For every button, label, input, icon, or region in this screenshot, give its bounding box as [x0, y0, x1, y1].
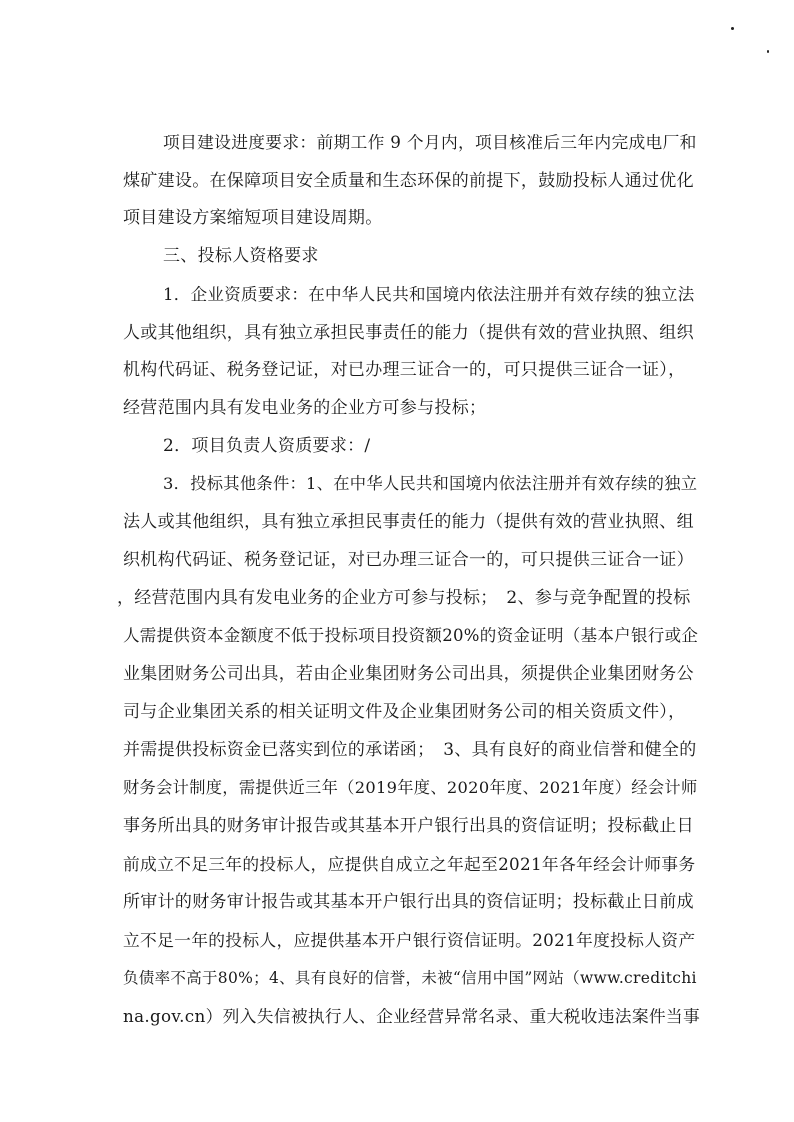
text-line: 事务所出具的财务审计报告或其基本开户银行出具的资信证明；投标截止日 [123, 816, 694, 836]
text-line: ，经营范围内具有发电业务的企业方可参与投标； 2、参与竞争配置的投标 [117, 588, 691, 608]
text-line: 机构代码证、税务登记证，对已办理三证合一的，可只提供三证合一证）， [123, 360, 686, 380]
text-line: 3．投标其他条件：1、在中华人民共和国境内依法注册并有效存续的独立 [163, 474, 698, 493]
text-line: 1．企业资质要求：在中华人民共和国境内依法注册并有效存续的独立法 [163, 285, 695, 304]
scan-speck [767, 50, 769, 53]
text-line: 并需提供投标资金已落实到位的承诺函； 3、具有良好的商业信誉和健全的 [123, 740, 697, 760]
text-line: 业集团财务公司出具，若由企业集团财务公司出具，须提供企业集团财务公 [123, 664, 694, 684]
text-line: 所审计的财务审计报告或其基本开户银行出具的资信证明；投标截止日前成 [123, 892, 694, 912]
text-line: 立不足一年的投标人，应提供基本开户银行资信证明。2021年度投标人资产 [123, 930, 696, 950]
text-line: 项目建设进度要求：前期工作 9 个月内，项目核准后三年内完成电厂和 [163, 132, 697, 152]
text-line: 2．项目负责人资质要求：/ [163, 436, 371, 456]
scan-speck [731, 27, 734, 30]
text-line: 煤矿建设。在保障项目安全质量和生态环保的前提下，鼓励投标人通过优化 [123, 171, 694, 191]
text-line: 负债率不高于80%；4、具有良好的信誉，未被“信用中国”网站（www.creditchi [123, 969, 697, 987]
section-heading: 三、投标人资格要求 [163, 246, 319, 266]
text-line: 法人或其他组织，具有独立承担民事责任的能力（提供有效的营业执照、组 [123, 512, 694, 532]
text-line: 财务会计制度，需提供近三年（2019年度、2020年度、2021年度）经会计师 [123, 778, 698, 797]
text-line: 人或其他组织，具有独立承担民事责任的能力（提供有效的营业执照、组织 [123, 323, 694, 343]
text-line: 织机构代码证、税务登记证，对已办理三证合一的，可只提供三证合一证） [123, 550, 694, 570]
text-line: 项目建设方案缩短项目建设周期。 [123, 208, 383, 228]
text-line: 前成立不足三年的投标人，应提供自成立之年起至2021年各年经会计师事务 [123, 854, 696, 874]
text-line: 经营范围内具有发电业务的企业方可参与投标； [123, 398, 487, 418]
text-line: na.gov.cn）列入失信被执行人、企业经营异常名录、重大税收违法案件当事 [123, 1006, 701, 1026]
text-line: 司与企业集团关系的相关证明文件及企业集团财务公司的相关资质文件）， [123, 702, 686, 722]
text-line: 人需提供资本金额度不低于投标项目投资额20%的资金证明（基本户银行或企 [123, 626, 699, 645]
